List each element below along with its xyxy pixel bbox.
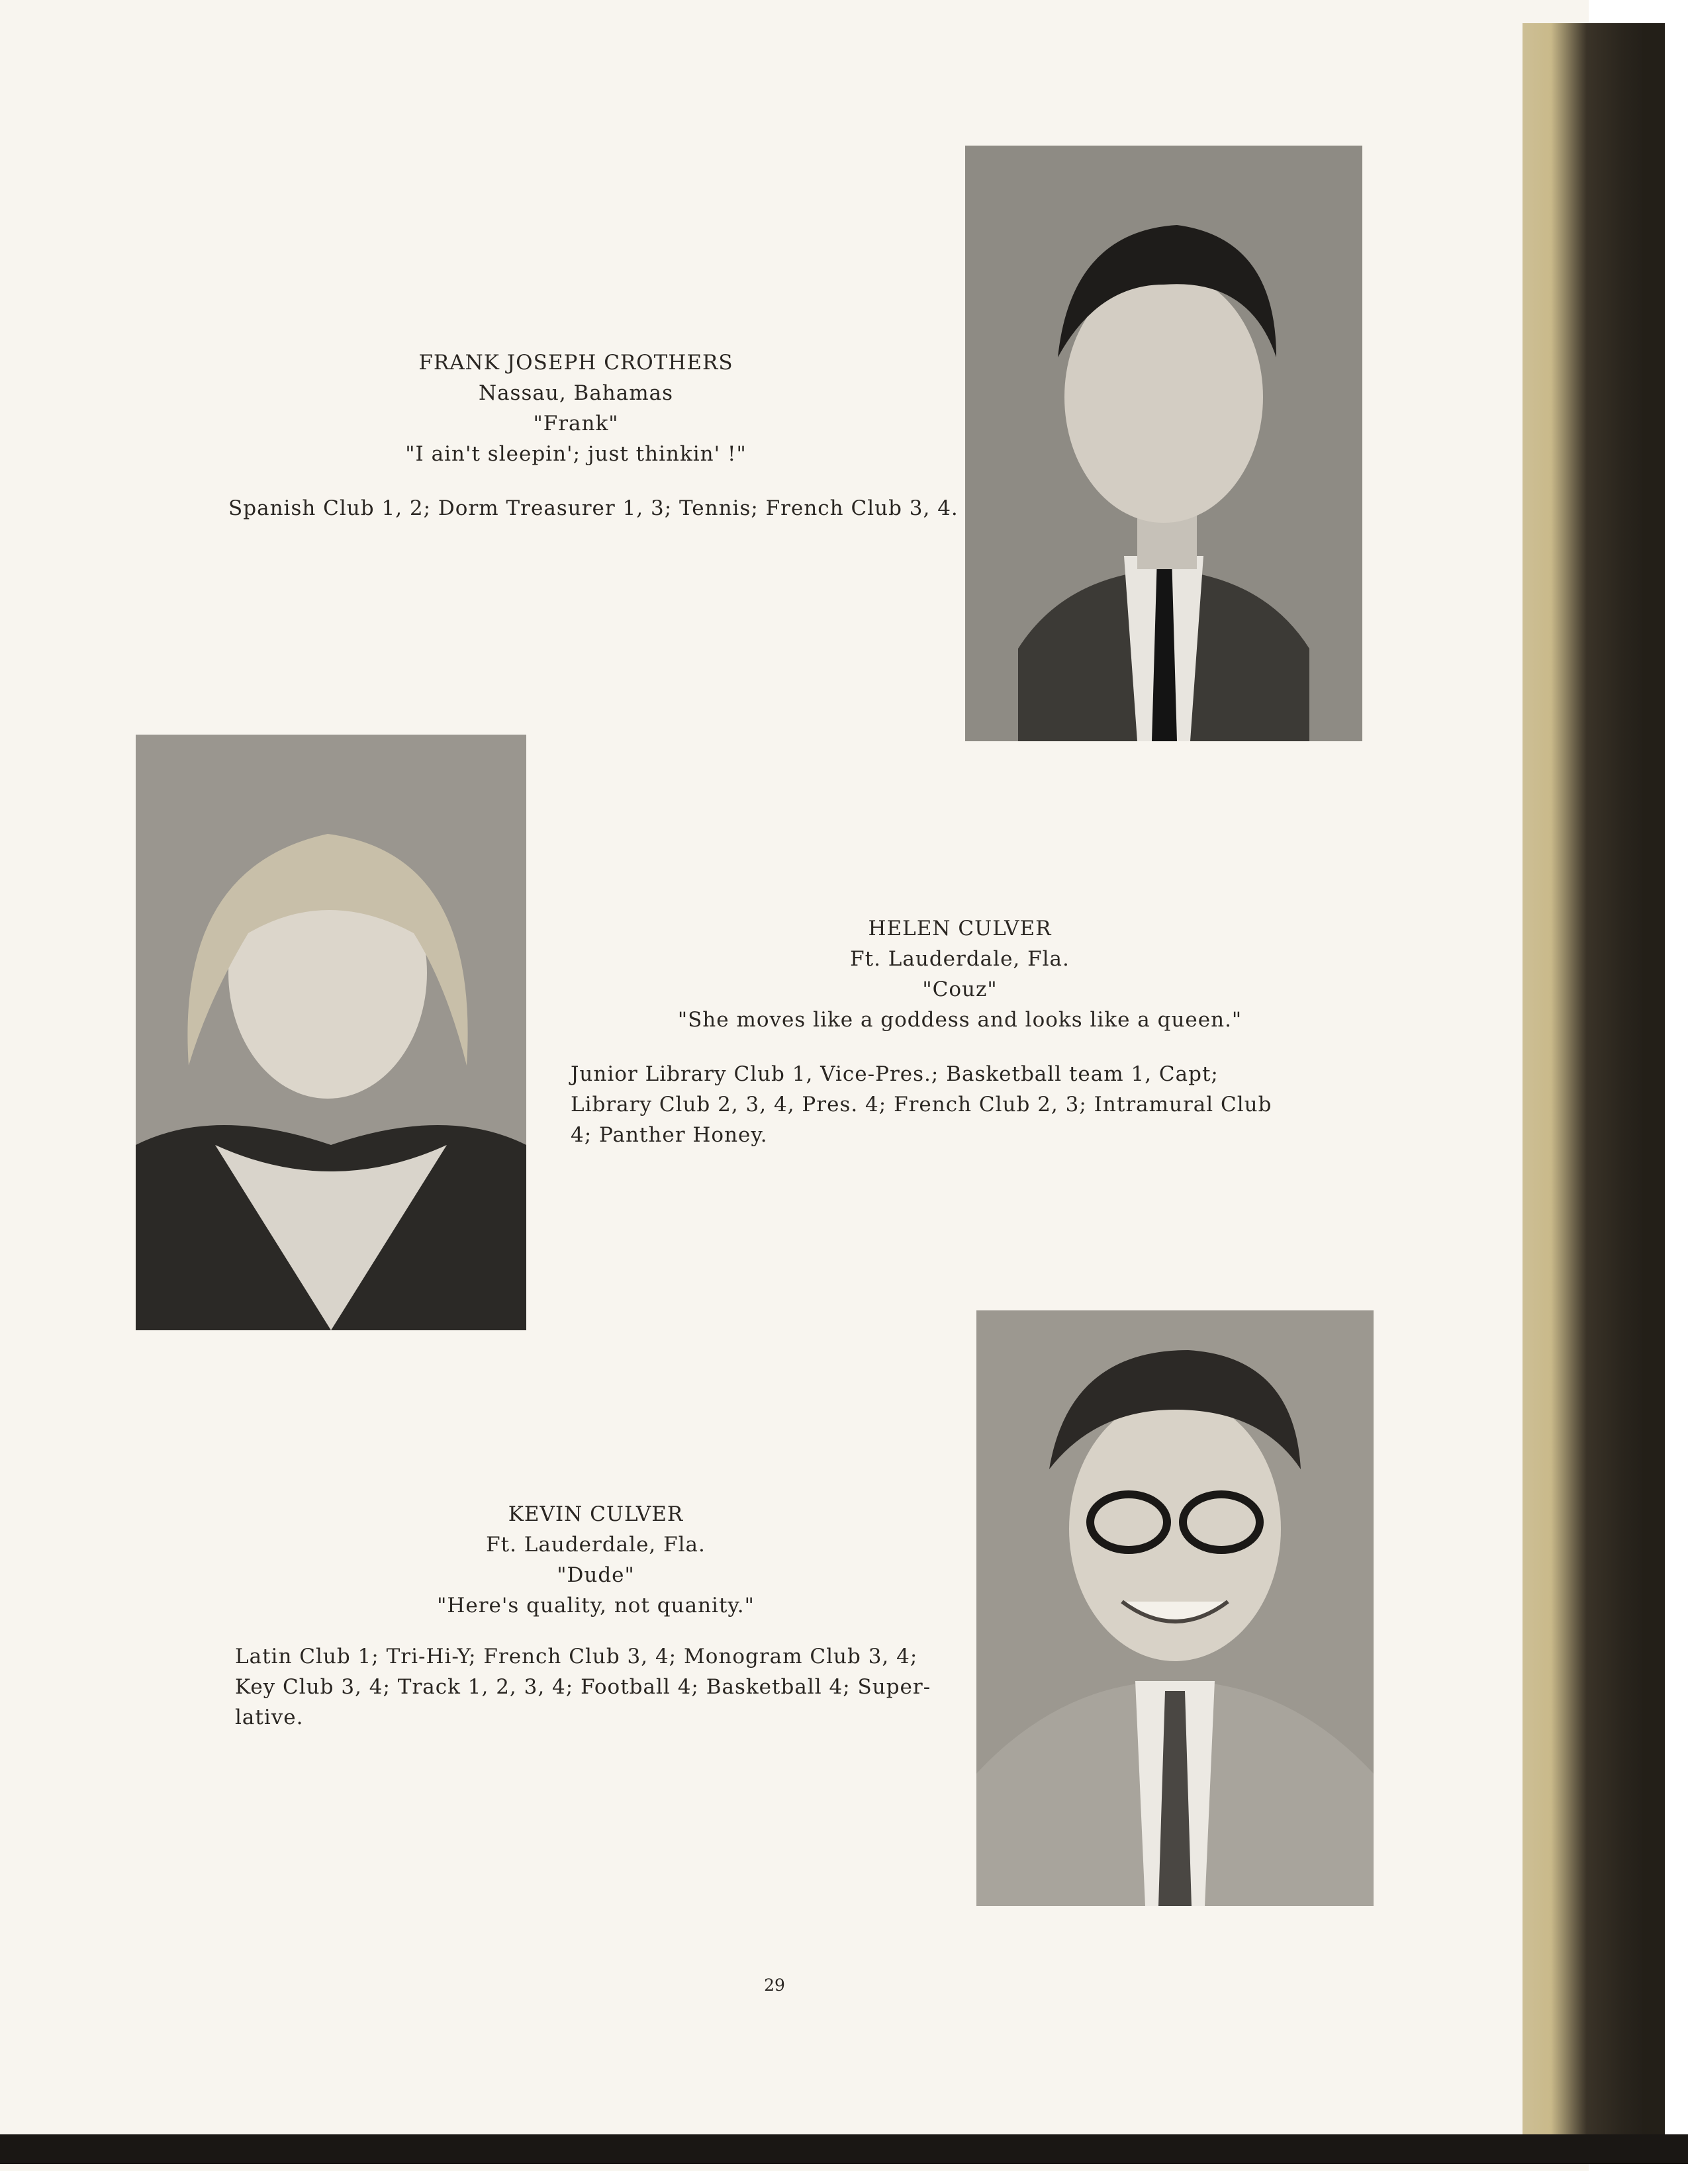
portrait-photo-helen [136,735,526,1330]
activities-line: Latin Club 1; Tri-Hi-Y; French Club 3, 4; Monogram Club 3, 4; [235,1645,918,1668]
activities-line: 4; Panther Honey. [571,1123,768,1147]
student-caption-kevin [377,1499,814,1621]
portrait-photo-kevin [976,1310,1374,1906]
student-quote: "Here's quality, not quanity." [437,1594,755,1617]
student-quote: "I ain't sleepin'; just thinkin' !" [405,442,747,466]
activities-line: lative. [235,1706,304,1729]
student-nickname: "Frank" [533,412,619,435]
student-activities-helen [571,1059,1365,1150]
student-nickname: "Couz" [922,978,998,1001]
student-caption-helen [563,913,1357,1035]
student-hometown: Nassau, Bahamas [478,381,674,405]
binding-edge [1642,23,1665,2144]
student-quote: "She moves like a goddess and looks like a queen." [677,1008,1243,1032]
student-nickname: "Dude" [557,1563,635,1587]
portrait-photo-frank [965,146,1362,741]
activities-line: Library Club 2, 3, 4, Pres. 4; French Club 2, 3; Intramural Club [571,1093,1272,1116]
student-hometown: Ft. Lauderdale, Fla. [850,947,1070,971]
student-name: KEVIN CULVER [508,1502,684,1526]
student-hometown: Ft. Lauderdale, Fla. [486,1533,706,1557]
activities-line: Junior Library Club 1, Vice-Pres.; Basketball team 1, Capt; [571,1062,1219,1086]
page-number: 29 [764,1976,785,1995]
student-name: FRANK JOSEPH CROTHERS [418,351,733,375]
scan-border [0,2134,1688,2164]
student-activities-frank [228,493,959,523]
activities-line: Key Club 3, 4; Track 1, 2, 3, 4; Football 4; Basketball 4; Super- [235,1675,931,1699]
student-activities-kevin [235,1641,963,1733]
student-caption-frank [357,347,794,469]
activities-line: Spanish Club 1, 2; Dorm Treasurer 1, 3; Tennis; French Club 3, 4. [228,496,959,520]
student-name: HELEN CULVER [868,917,1052,940]
